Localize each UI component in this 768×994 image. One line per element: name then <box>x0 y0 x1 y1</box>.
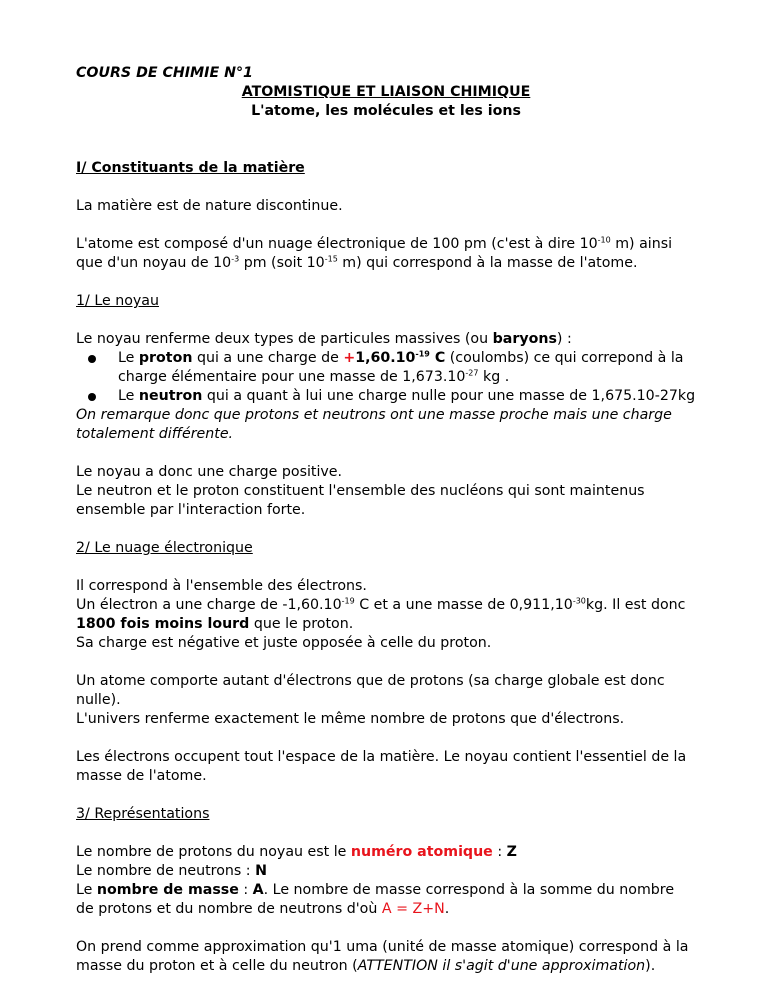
list-item-proton: Le proton qui a une charge de $+1,60.10^{-19}$ C (coulombs) ce qui correpond à la charge élémentaire pour une masse de $1,673.10^{-27}$ kg . <box>76 349 696 387</box>
subsection-heading-nuage: 2/ Le nuage électronique <box>76 540 253 556</box>
bullet-icon <box>88 355 96 363</box>
paragraph-atome: L'atome est composé d'un nuage électronique de 100 pm (c'est à dire $10^{-10}$ m) ainsi que d'un noyau de $10^{-3}$ pm (soit $10^{-15}$ m) qui correspond à la masse de l'atome. <box>76 235 673 271</box>
paragraph-electrons: Il correspond à l'ensemble des électrons. Un électron a une charge de $-1,60.10^{-19}$ C et a une masse de $0,911,10^{-30}kg$. Il est donc 1800 fois moins lourd que le proton. Sa charge est négative et juste opposée à celle du proton. <box>76 578 686 651</box>
section-heading-constituants: I/ Constituants de la matière <box>76 160 305 176</box>
list-item-neutron: Le neutron qui a quant à lui une charge nulle pour une masse de 1,675.10-27kg <box>76 387 696 406</box>
paragraph-noyau-intro: Le noyau renferme deux types de particules massives (ou baryons) : <box>76 331 572 347</box>
document-title: ATOMISTIQUE ET LIAISON CHIMIQUE <box>241 84 531 100</box>
particle-list <box>76 349 696 406</box>
subsection-heading-representations: 3/ Représentations <box>76 806 210 822</box>
paragraph-discontinue: La matière est de nature discontinue. <box>76 198 343 214</box>
paragraph-nucleons: Le neutron et le proton constituent l'ensemble des nucléons qui sont maintenus ensemble par l'interaction forte. <box>76 483 645 518</box>
paragraph-charge-positive: Le noyau a donc une charge positive. <box>76 464 343 480</box>
subsection-heading-noyau: 1/ Le noyau <box>76 293 159 309</box>
paragraph-nombres: Le nombre de protons du noyau est le numéro atomique : Z Le nombre de neutrons : N Le nombre de masse : A. Le nombre de masse correspond à la somme du nombre de protons et du nombre de neutrons d'où A = Z+N. <box>76 844 675 917</box>
document-subtitle: L'atome, les molécules et les ions <box>251 103 521 119</box>
paragraph-espace: Les électrons occupent tout l'espace de la matière. Le noyau contient l'essentiel de la masse de l'atome. <box>76 749 687 784</box>
paragraph-atome-neutre: Un atome comporte autant d'électrons que de protons (sa charge globale est donc nulle). L'univers renferme exactement le même nombre de protons que d'électrons. <box>76 673 665 727</box>
course-label: COURS DE CHIMIE N°1 <box>76 65 253 81</box>
document-page <box>76 64 696 976</box>
bullet-icon <box>88 393 96 401</box>
paragraph-uma: On prend comme approximation qu'1 uma (unité de masse atomique) correspond à la masse du proton et à celle du neutron (ATTENTION il s'agit d'une approximation). <box>76 939 689 974</box>
remark-italic: On remarque donc que protons et neutrons ont une masse proche mais une charge totalement différente. <box>76 407 672 442</box>
